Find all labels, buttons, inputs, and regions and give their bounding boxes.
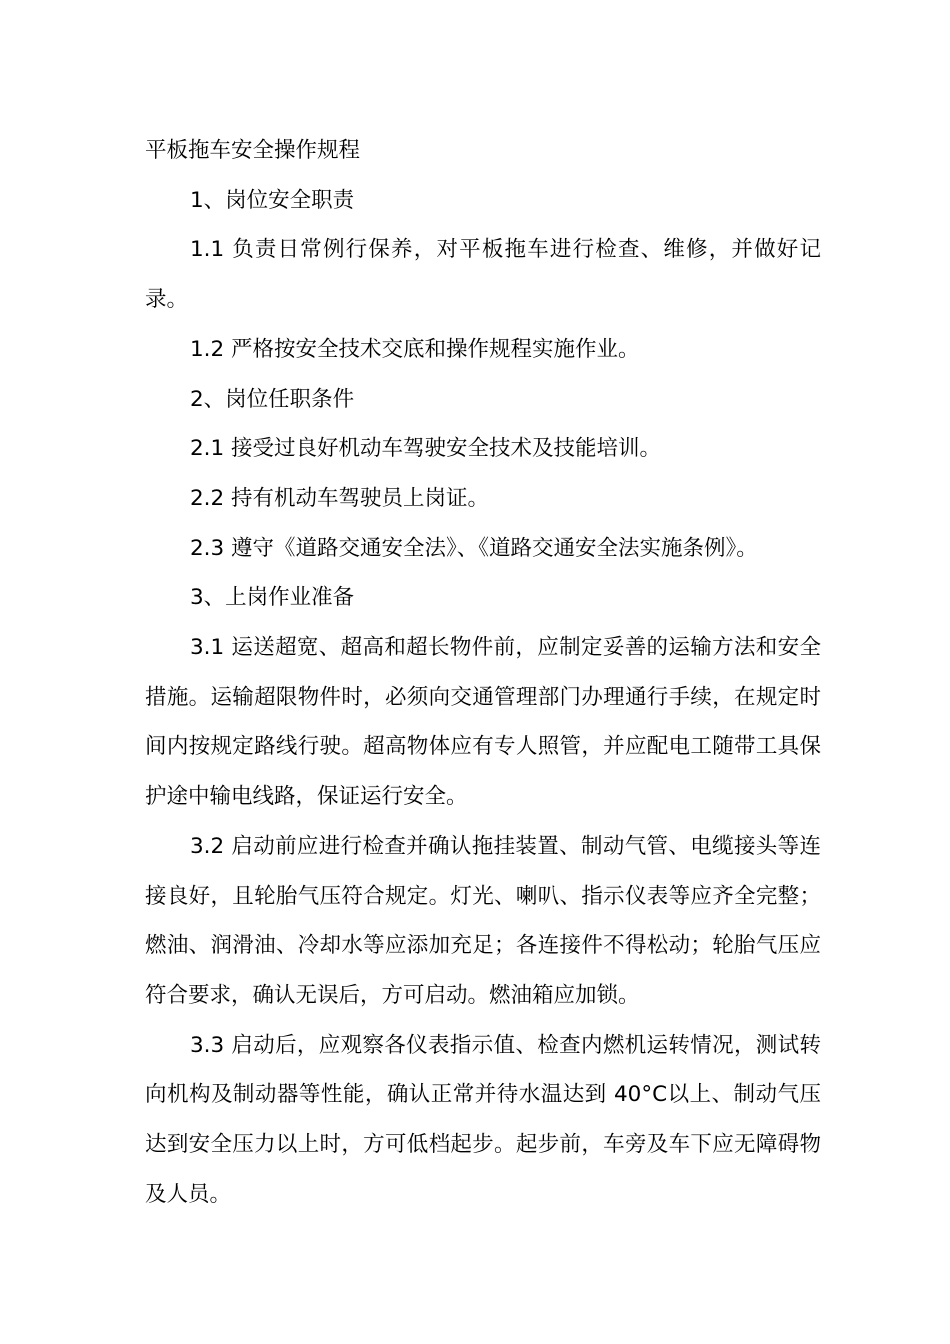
paragraph: 2.1 接受过良好机动车驾驶安全技术及技能培训。 — [190, 436, 662, 462]
document-body — [145, 126, 821, 1219]
paragraph: 2.3 遵守《道路交通安全法》、《道路交通安全法实施条例》。 — [190, 535, 758, 561]
section-heading: 1、岗位安全职责 — [190, 187, 355, 213]
paragraph: 1.2 严格按安全技术交底和操作规程实施作业。 — [190, 336, 640, 362]
paragraph: 3.2 启动前应进行检查并确认拖挂装置、制动气管、电缆接头等连接良好，且轮胎气压符合规定。灯光、喇叭、指示仪表等应齐全完整；燃油、润滑油、冷却水等应添加充足；各连接件不得松动；轮胎气压应符合要求，确认无误后，方可启动。燃油箱应加锁。 — [145, 833, 821, 1008]
document-title: 平板拖车安全操作规程 — [145, 138, 361, 163]
paragraph: 2.2 持有机动车驾驶员上岗证。 — [190, 485, 490, 511]
paragraph: 1.1 负责日常例行保养，对平板拖车进行检查、维修，并做好记录。 — [145, 237, 821, 313]
paragraph: 3.3 启动后，应观察各仪表指示值、检查内燃机运转情况，测试转向机构及制动器等性能，确认正常并待水温达到 40°C以上、制动气压达到安全压力以上时，方可低档起步。起步前，车旁及车下应无障碍物及人员。 — [145, 1032, 821, 1207]
paragraph: 3.1 运送超宽、超高和超长物件前，应制定妥善的运输方法和安全措施。运输超限物件时，必须向交通管理部门办理通行手续，在规定时间内按规定路线行驶。超高物体应有专人照管，并应配电工随带工具保护途中输电线路，保证运行安全。 — [145, 635, 821, 810]
section-heading: 2、岗位任职条件 — [190, 386, 355, 412]
section-heading: 3、上岗作业准备 — [190, 585, 355, 611]
